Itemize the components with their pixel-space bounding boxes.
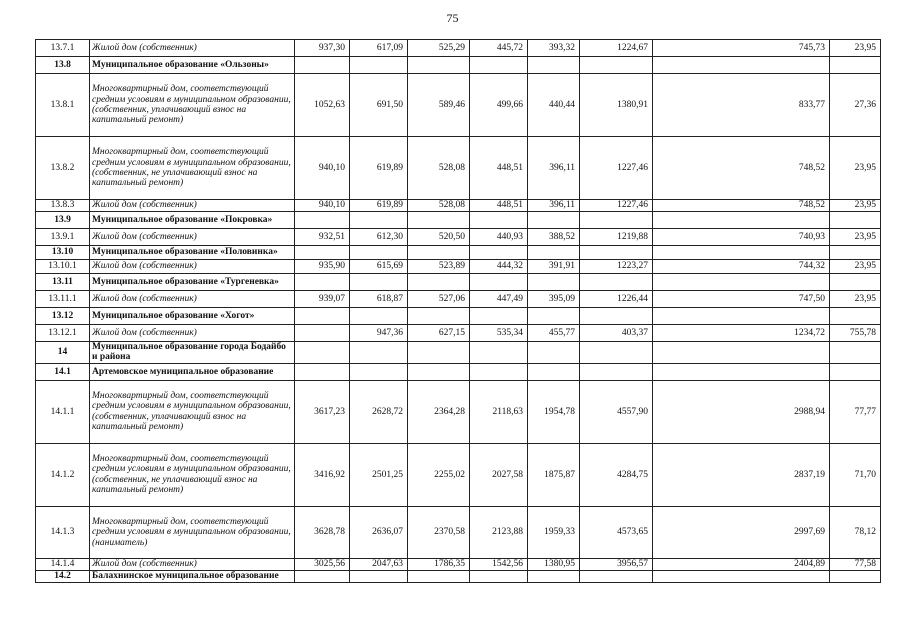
table-row bbox=[36, 380, 881, 443]
value-cell: 748,52 bbox=[653, 200, 830, 212]
value-cell: 23,95 bbox=[830, 260, 881, 274]
value-cell: 77,58 bbox=[830, 558, 881, 570]
empty-cell bbox=[528, 246, 580, 260]
value-cell: 4284,75 bbox=[580, 443, 653, 506]
section-title: Муниципальное образование «Ользоны» bbox=[90, 57, 295, 74]
row-code: 13.10.1 bbox=[36, 260, 90, 274]
empty-cell bbox=[295, 212, 350, 229]
value-cell: 2364,28 bbox=[408, 380, 470, 443]
value-cell: 617,09 bbox=[350, 40, 408, 57]
value-cell: 618,87 bbox=[350, 291, 408, 308]
value-cell: 744,32 bbox=[653, 260, 830, 274]
empty-cell bbox=[350, 212, 408, 229]
value-cell: 23,95 bbox=[830, 137, 881, 200]
value-cell: 455,77 bbox=[528, 325, 580, 342]
value-cell: 528,08 bbox=[408, 200, 470, 212]
empty-cell bbox=[830, 570, 881, 582]
empty-cell bbox=[350, 342, 408, 364]
empty-cell bbox=[528, 57, 580, 74]
empty-cell bbox=[295, 57, 350, 74]
value-cell: 396,11 bbox=[528, 200, 580, 212]
value-cell: 755,78 bbox=[830, 325, 881, 342]
value-cell: 1542,56 bbox=[470, 558, 528, 570]
value-cell: 71,70 bbox=[830, 443, 881, 506]
empty-cell bbox=[295, 363, 350, 380]
value-cell: 23,95 bbox=[830, 229, 881, 246]
housing-type: Многоквартирный дом, соответствующий средним условиям в муниципальном образовании, (собственник, уплачивающий взнос на капитальный ремонт) bbox=[90, 74, 295, 137]
value-cell: 627,15 bbox=[408, 325, 470, 342]
row-code: 13.8.2 bbox=[36, 137, 90, 200]
row-code: 14.1 bbox=[36, 363, 90, 380]
value-cell: 3025,56 bbox=[295, 558, 350, 570]
empty-cell bbox=[653, 570, 830, 582]
section-header-row bbox=[36, 570, 881, 582]
value-cell: 1052,63 bbox=[295, 74, 350, 137]
row-code: 14.1.1 bbox=[36, 380, 90, 443]
value-cell: 940,10 bbox=[295, 200, 350, 212]
table-row bbox=[36, 291, 881, 308]
empty-cell bbox=[350, 57, 408, 74]
empty-cell bbox=[408, 246, 470, 260]
value-cell: 3416,92 bbox=[295, 443, 350, 506]
value-cell: 527,06 bbox=[408, 291, 470, 308]
empty-cell bbox=[653, 274, 830, 291]
value-cell: 403,37 bbox=[580, 325, 653, 342]
housing-type: Жилой дом (собственник) bbox=[90, 260, 295, 274]
value-cell: 393,32 bbox=[528, 40, 580, 57]
empty-cell bbox=[528, 212, 580, 229]
row-code: 13.9.1 bbox=[36, 229, 90, 246]
value-cell: 388,52 bbox=[528, 229, 580, 246]
empty-cell bbox=[580, 308, 653, 325]
housing-type: Жилой дом (собственник) bbox=[90, 40, 295, 57]
section-title: Муниципальное образование «Хогот» bbox=[90, 308, 295, 325]
empty-cell bbox=[528, 570, 580, 582]
empty-cell bbox=[408, 57, 470, 74]
row-code: 13.8.3 bbox=[36, 200, 90, 212]
empty-cell bbox=[408, 212, 470, 229]
empty-cell bbox=[653, 212, 830, 229]
value-cell: 1226,44 bbox=[580, 291, 653, 308]
empty-cell bbox=[350, 308, 408, 325]
empty-cell bbox=[470, 570, 528, 582]
value-cell: 615,69 bbox=[350, 260, 408, 274]
value-cell: 940,10 bbox=[295, 137, 350, 200]
empty-cell bbox=[528, 363, 580, 380]
value-cell: 2501,25 bbox=[350, 443, 408, 506]
value-cell: 520,50 bbox=[408, 229, 470, 246]
empty-cell bbox=[830, 342, 881, 364]
value-cell: 523,89 bbox=[408, 260, 470, 274]
section-title: Муниципальное образование города Бодайбо и района bbox=[90, 342, 295, 364]
value-cell: 447,49 bbox=[470, 291, 528, 308]
value-cell: 2118,63 bbox=[470, 380, 528, 443]
row-code: 13.9 bbox=[36, 212, 90, 229]
empty-cell bbox=[580, 57, 653, 74]
section-header-row bbox=[36, 274, 881, 291]
housing-type: Многоквартирный дом, соответствующий средним условиям в муниципальном образовании, (собственник, не уплачивающий взнос на капитальный ремонт) bbox=[90, 443, 295, 506]
value-cell: 4573,65 bbox=[580, 506, 653, 558]
empty-cell bbox=[528, 274, 580, 291]
empty-cell bbox=[653, 342, 830, 364]
value-cell: 3956,57 bbox=[580, 558, 653, 570]
empty-cell bbox=[528, 342, 580, 364]
housing-type: Жилой дом (собственник) bbox=[90, 325, 295, 342]
section-title: Муниципальное образование «Покровка» bbox=[90, 212, 295, 229]
value-cell: 833,77 bbox=[653, 74, 830, 137]
value-cell: 939,07 bbox=[295, 291, 350, 308]
value-cell: 1954,78 bbox=[528, 380, 580, 443]
value-cell: 937,30 bbox=[295, 40, 350, 57]
table-row bbox=[36, 260, 881, 274]
section-header-row bbox=[36, 212, 881, 229]
empty-cell bbox=[830, 308, 881, 325]
housing-type: Жилой дом (собственник) bbox=[90, 291, 295, 308]
value-cell: 740,93 bbox=[653, 229, 830, 246]
empty-cell bbox=[408, 363, 470, 380]
value-cell: 395,09 bbox=[528, 291, 580, 308]
value-cell: 535,34 bbox=[470, 325, 528, 342]
value-cell: 748,52 bbox=[653, 137, 830, 200]
empty-cell bbox=[408, 274, 470, 291]
value-cell: 2988,94 bbox=[653, 380, 830, 443]
page-number: 75 bbox=[446, 11, 459, 25]
row-code: 13.8.1 bbox=[36, 74, 90, 137]
row-code: 13.12.1 bbox=[36, 325, 90, 342]
value-cell: 745,73 bbox=[653, 40, 830, 57]
value-cell: 23,95 bbox=[830, 291, 881, 308]
empty-cell bbox=[580, 363, 653, 380]
row-code: 14.2 bbox=[36, 570, 90, 582]
empty-cell bbox=[830, 246, 881, 260]
empty-cell bbox=[408, 570, 470, 582]
empty-cell bbox=[580, 342, 653, 364]
section-header-row bbox=[36, 57, 881, 74]
empty-cell bbox=[580, 570, 653, 582]
value-cell bbox=[295, 325, 350, 342]
value-cell: 1219,88 bbox=[580, 229, 653, 246]
section-title: Муниципальное образование «Половинка» bbox=[90, 246, 295, 260]
row-code: 14.1.3 bbox=[36, 506, 90, 558]
value-cell: 2404,89 bbox=[653, 558, 830, 570]
empty-cell bbox=[350, 570, 408, 582]
empty-cell bbox=[350, 246, 408, 260]
empty-cell bbox=[580, 246, 653, 260]
value-cell: 444,32 bbox=[470, 260, 528, 274]
value-cell: 1227,46 bbox=[580, 137, 653, 200]
row-code: 14 bbox=[36, 342, 90, 364]
table-row bbox=[36, 200, 881, 212]
empty-cell bbox=[653, 363, 830, 380]
table-row bbox=[36, 325, 881, 342]
housing-type: Многоквартирный дом, соответствующий средним условиям в муниципальном образовании, (собственник, уплачивающий взнос на капитальный ремонт) bbox=[90, 380, 295, 443]
empty-cell bbox=[830, 212, 881, 229]
empty-cell bbox=[580, 274, 653, 291]
value-cell: 499,66 bbox=[470, 74, 528, 137]
value-cell: 2636,07 bbox=[350, 506, 408, 558]
value-cell: 619,89 bbox=[350, 200, 408, 212]
row-code: 13.12 bbox=[36, 308, 90, 325]
empty-cell bbox=[408, 308, 470, 325]
value-cell: 1234,72 bbox=[653, 325, 830, 342]
value-cell: 1380,95 bbox=[528, 558, 580, 570]
row-code: 14.1.2 bbox=[36, 443, 90, 506]
value-cell: 528,08 bbox=[408, 137, 470, 200]
value-cell: 525,29 bbox=[408, 40, 470, 57]
value-cell: 2370,58 bbox=[408, 506, 470, 558]
value-cell: 77,77 bbox=[830, 380, 881, 443]
housing-type: Жилой дом (собственник) bbox=[90, 200, 295, 212]
empty-cell bbox=[295, 274, 350, 291]
empty-cell bbox=[470, 274, 528, 291]
empty-cell bbox=[350, 363, 408, 380]
empty-cell bbox=[653, 57, 830, 74]
housing-type: Жилой дом (собственник) bbox=[90, 558, 295, 570]
table-row bbox=[36, 74, 881, 137]
row-code: 13.7.1 bbox=[36, 40, 90, 57]
value-cell: 612,30 bbox=[350, 229, 408, 246]
value-cell: 2837,19 bbox=[653, 443, 830, 506]
value-cell: 396,11 bbox=[528, 137, 580, 200]
empty-cell bbox=[470, 212, 528, 229]
value-cell: 589,46 bbox=[408, 74, 470, 137]
value-cell: 391,91 bbox=[528, 260, 580, 274]
empty-cell bbox=[830, 57, 881, 74]
value-cell: 440,44 bbox=[528, 74, 580, 137]
value-cell: 448,51 bbox=[470, 200, 528, 212]
housing-type: Многоквартирный дом, соответствующий средним условиям в муниципальном образовании, (наниматель) bbox=[90, 506, 295, 558]
value-cell: 27,36 bbox=[830, 74, 881, 137]
empty-cell bbox=[580, 212, 653, 229]
empty-cell bbox=[470, 308, 528, 325]
value-cell: 619,89 bbox=[350, 137, 408, 200]
empty-cell bbox=[830, 363, 881, 380]
table-row bbox=[36, 506, 881, 558]
housing-type: Многоквартирный дом, соответствующий средним условиям в муниципальном образовании, (собственник, не уплачивающий взнос на капитальный ремонт) bbox=[90, 137, 295, 200]
table-row bbox=[36, 137, 881, 200]
empty-cell bbox=[653, 308, 830, 325]
row-code: 14.1.4 bbox=[36, 558, 90, 570]
row-code: 13.8 bbox=[36, 57, 90, 74]
value-cell: 691,50 bbox=[350, 74, 408, 137]
value-cell: 747,50 bbox=[653, 291, 830, 308]
empty-cell bbox=[470, 246, 528, 260]
value-cell: 2027,58 bbox=[470, 443, 528, 506]
empty-cell bbox=[350, 274, 408, 291]
row-code: 13.11 bbox=[36, 274, 90, 291]
value-cell: 1959,33 bbox=[528, 506, 580, 558]
value-cell: 23,95 bbox=[830, 200, 881, 212]
empty-cell bbox=[528, 308, 580, 325]
table-row bbox=[36, 40, 881, 57]
empty-cell bbox=[830, 274, 881, 291]
value-cell: 932,51 bbox=[295, 229, 350, 246]
value-cell: 1224,67 bbox=[580, 40, 653, 57]
tariff-table bbox=[35, 39, 881, 583]
value-cell: 1227,46 bbox=[580, 200, 653, 212]
value-cell: 445,72 bbox=[470, 40, 528, 57]
row-code: 13.11.1 bbox=[36, 291, 90, 308]
empty-cell bbox=[295, 342, 350, 364]
value-cell: 935,90 bbox=[295, 260, 350, 274]
empty-cell bbox=[295, 246, 350, 260]
value-cell: 3617,23 bbox=[295, 380, 350, 443]
section-header-row bbox=[36, 363, 881, 380]
section-title: Артемовское муниципальное образование bbox=[90, 363, 295, 380]
value-cell: 448,51 bbox=[470, 137, 528, 200]
section-header-row bbox=[36, 246, 881, 260]
section-title: Балахнинское муниципальное образование bbox=[90, 570, 295, 582]
value-cell: 2047,63 bbox=[350, 558, 408, 570]
value-cell: 1786,35 bbox=[408, 558, 470, 570]
value-cell: 2997,69 bbox=[653, 506, 830, 558]
value-cell: 78,12 bbox=[830, 506, 881, 558]
value-cell: 4557,90 bbox=[580, 380, 653, 443]
value-cell: 947,36 bbox=[350, 325, 408, 342]
empty-cell bbox=[408, 342, 470, 364]
value-cell: 23,95 bbox=[830, 40, 881, 57]
housing-type: Жилой дом (собственник) bbox=[90, 229, 295, 246]
empty-cell bbox=[295, 570, 350, 582]
table-row bbox=[36, 443, 881, 506]
value-cell: 1380,91 bbox=[580, 74, 653, 137]
value-cell: 2628,72 bbox=[350, 380, 408, 443]
section-header-row bbox=[36, 308, 881, 325]
row-code: 13.10 bbox=[36, 246, 90, 260]
value-cell: 2255,02 bbox=[408, 443, 470, 506]
value-cell: 2123,88 bbox=[470, 506, 528, 558]
value-cell: 440,93 bbox=[470, 229, 528, 246]
table-row bbox=[36, 558, 881, 570]
value-cell: 3628,78 bbox=[295, 506, 350, 558]
table-row bbox=[36, 229, 881, 246]
empty-cell bbox=[470, 363, 528, 380]
empty-cell bbox=[470, 342, 528, 364]
empty-cell bbox=[470, 57, 528, 74]
section-title: Муниципальное образование «Тургеневка» bbox=[90, 274, 295, 291]
section-header-row bbox=[36, 342, 881, 364]
empty-cell bbox=[653, 246, 830, 260]
value-cell: 1875,87 bbox=[528, 443, 580, 506]
value-cell: 1223,27 bbox=[580, 260, 653, 274]
empty-cell bbox=[295, 308, 350, 325]
